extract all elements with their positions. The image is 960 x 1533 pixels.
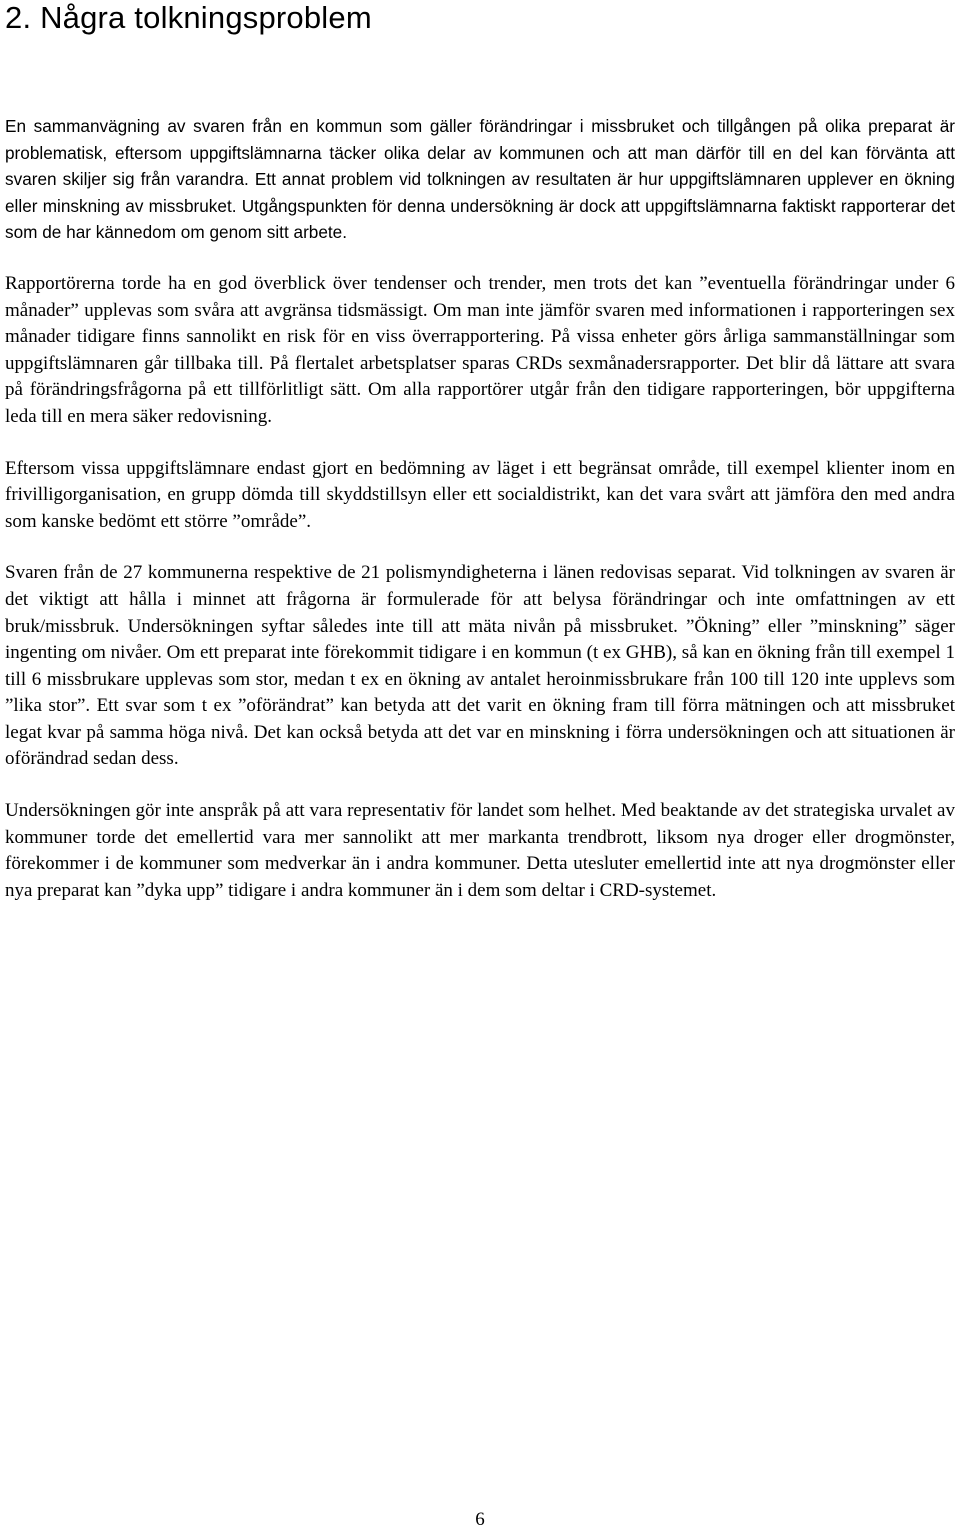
paragraph-reporters-overview: Rapportörerna torde ha en god överblick över tendenser och trender, men trots det kan ”eventuella förändringar under 6 månader” upplevas som svåra att avgränsa tidsmässigt. Om man inte jämför svaren med informationen i rapporteringen sex månader tidigare finns sannolikt en risk för en viss överrapportering. På vissa enheter görs årliga sammanställningar som uppgiftslämnaren går tillbaka till. På flertalet arbetsplatser sparas CRDs sexmånadersrapporter. Det blir då lättare att svara på förändringsfrågorna på ett tillförlitligt sätt. Om alla rapportörer utgår från den tidigare rapporteringen, bör uppgifterna leda till en mera säker redovisning. [5,272,955,427]
paragraph-limited-area: Eftersom vissa uppgiftslämnare endast gjort en bedömning av läget i ett begränsat område, till exempel klienter inom en frivilligorganisation, en grupp dömda till skyddstillsyn eller ett socialdistrikt, kan det vara svårt att jämföra den med andra som kanske bedömt ett större ”område”. [5,457,955,532]
paragraph-municipalities-police: Svaren från de 27 kommunerna respektive de 21 polismyndigheterna i länen redovisas separat. Vid tolkningen av svaren är det viktigt att hålla i minnet att frågorna är formulerade för att belysa förändringar och inte omfattningen av ett bruk/missbruk. Undersökningen syftar således inte till att mäta nivån på missbruket. ”Ökning” eller ”minskning” säger ingenting om nivåer. Om ett preparat inte förekommit tidigare i en kommun (t ex GHB), så kan en ökning från till exempel 1 till 6 missbrukare upplevas som stor, medan t ex en ökning av antalet heroinmissbrukare från 100 till 120 inte upplevs som ”lika stor”. Ett svar som t ex ”oförändrat” kan betyda att det varit en ökning fram till förra mätningen och att missbruket legat kvar på samma höga nivå. Det kan också betyda att det var en minskning i förra undersökningen och att situationen är oförändrad sedan dess. [5,562,955,770]
document-body [5,113,955,904]
paragraph-interpretation-problem: En sammanvägning av svaren från en kommun som gäller förändringar i missbruket och tillgången på olika preparat är problematisk, eftersom uppgiftslämnarna täcker olika delar av kommunen och att man därför till en del kan förvänta att svaren skiljer sig från varandra. Ett annat problem vid tolkningen av resultaten är hur uppgiftslämnaren upplever en ökning eller minskning av missbruket. Utgångspunkten för denna undersökning är dock att uppgiftslämnarna faktiskt rapporterar det som de har kännedom om genom sitt arbete. [5,116,955,243]
section-heading: 2. Några tolkningsproblem [5,0,372,35]
paragraph-representativeness: Undersökningen gör inte anspråk på att vara representativ för landet som helhet. Med beaktande av det strategiska urvalet av kommuner torde det emellertid vara mer sannolikt att mer markanta trendbrott, liksom nya droger eller drogmönster, förekommer i de kommuner som medverkar än i andra kommuner. Detta utesluter emellertid inte att nya drogmönster eller nya preparat kan ”dyka upp” tidigare i andra kommuner än i dem som deltar i CRD-systemet. [5,800,955,901]
page-number: 6 [475,1509,485,1530]
